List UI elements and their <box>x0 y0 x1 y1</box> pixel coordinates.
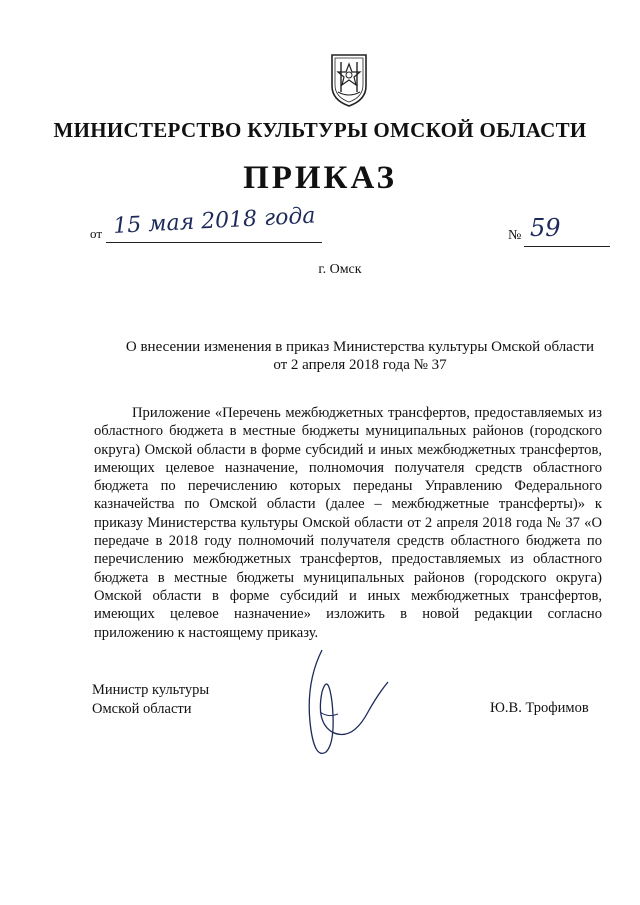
ministry-heading: МИНИСТЕРСТВО КУЛЬТУРЫ ОМСКОЙ ОБЛАСТИ <box>53 118 587 142</box>
signer-name: Ю.В. Трофимов <box>490 700 589 716</box>
signer-position <box>92 681 209 719</box>
handwritten-date: 15 мая 2018 года <box>112 203 317 239</box>
number-field <box>508 214 561 244</box>
signer-position-line-1: Министр культуры <box>92 682 210 698</box>
date-underline <box>106 242 322 243</box>
subject-line-1: О внесении изменения в приказ Министерства культуры Омской области <box>125 339 595 355</box>
signer-position-line-2: Омской области <box>92 701 192 717</box>
subject-line-2: от 2 апреля 2018 года № 37 <box>273 357 447 373</box>
handwritten-signature <box>292 642 402 772</box>
document-type-title: ПРИКАЗ <box>243 160 397 196</box>
date-field <box>90 203 317 242</box>
handwritten-number: 59 <box>530 214 561 242</box>
date-prefix: от <box>90 226 103 241</box>
order-body-paragraph: Приложение «Перечень межбюджетных трансфертов, предоставляемых из областного бюджета в местные бюджеты муниципальных районов (городского округа) Омской области в форме субсидий и иных межбюджетных трансфертов, имеющих целевое назначение, полномочия получателя средств областного бюджета по перечислению которых переданы Управлению Федерального казначейства по Омской области (далее – межбюджетные трансферты)» к приказу Министерства культуры Омской области от 2 апреля 2018 года № 37 «О передаче в 2018 году полномочий получателя средств областного бюджета по перечислению межбюджетных трансфертов, предоставляемых из областного бюджета в местные бюджеты муниципальных районов (городского округа) Омской области в форме субсидий и иных межбюджетных трансфертов, имеющих целевое назначение» изложить в новой редакции согласно приложению к настоящему приказу. <box>94 405 602 641</box>
number-underline <box>524 246 610 247</box>
coat-of-arms-icon <box>329 52 369 108</box>
city-line: г. Омск <box>318 262 362 277</box>
order-subject <box>110 338 610 374</box>
number-prefix: № <box>508 228 522 243</box>
